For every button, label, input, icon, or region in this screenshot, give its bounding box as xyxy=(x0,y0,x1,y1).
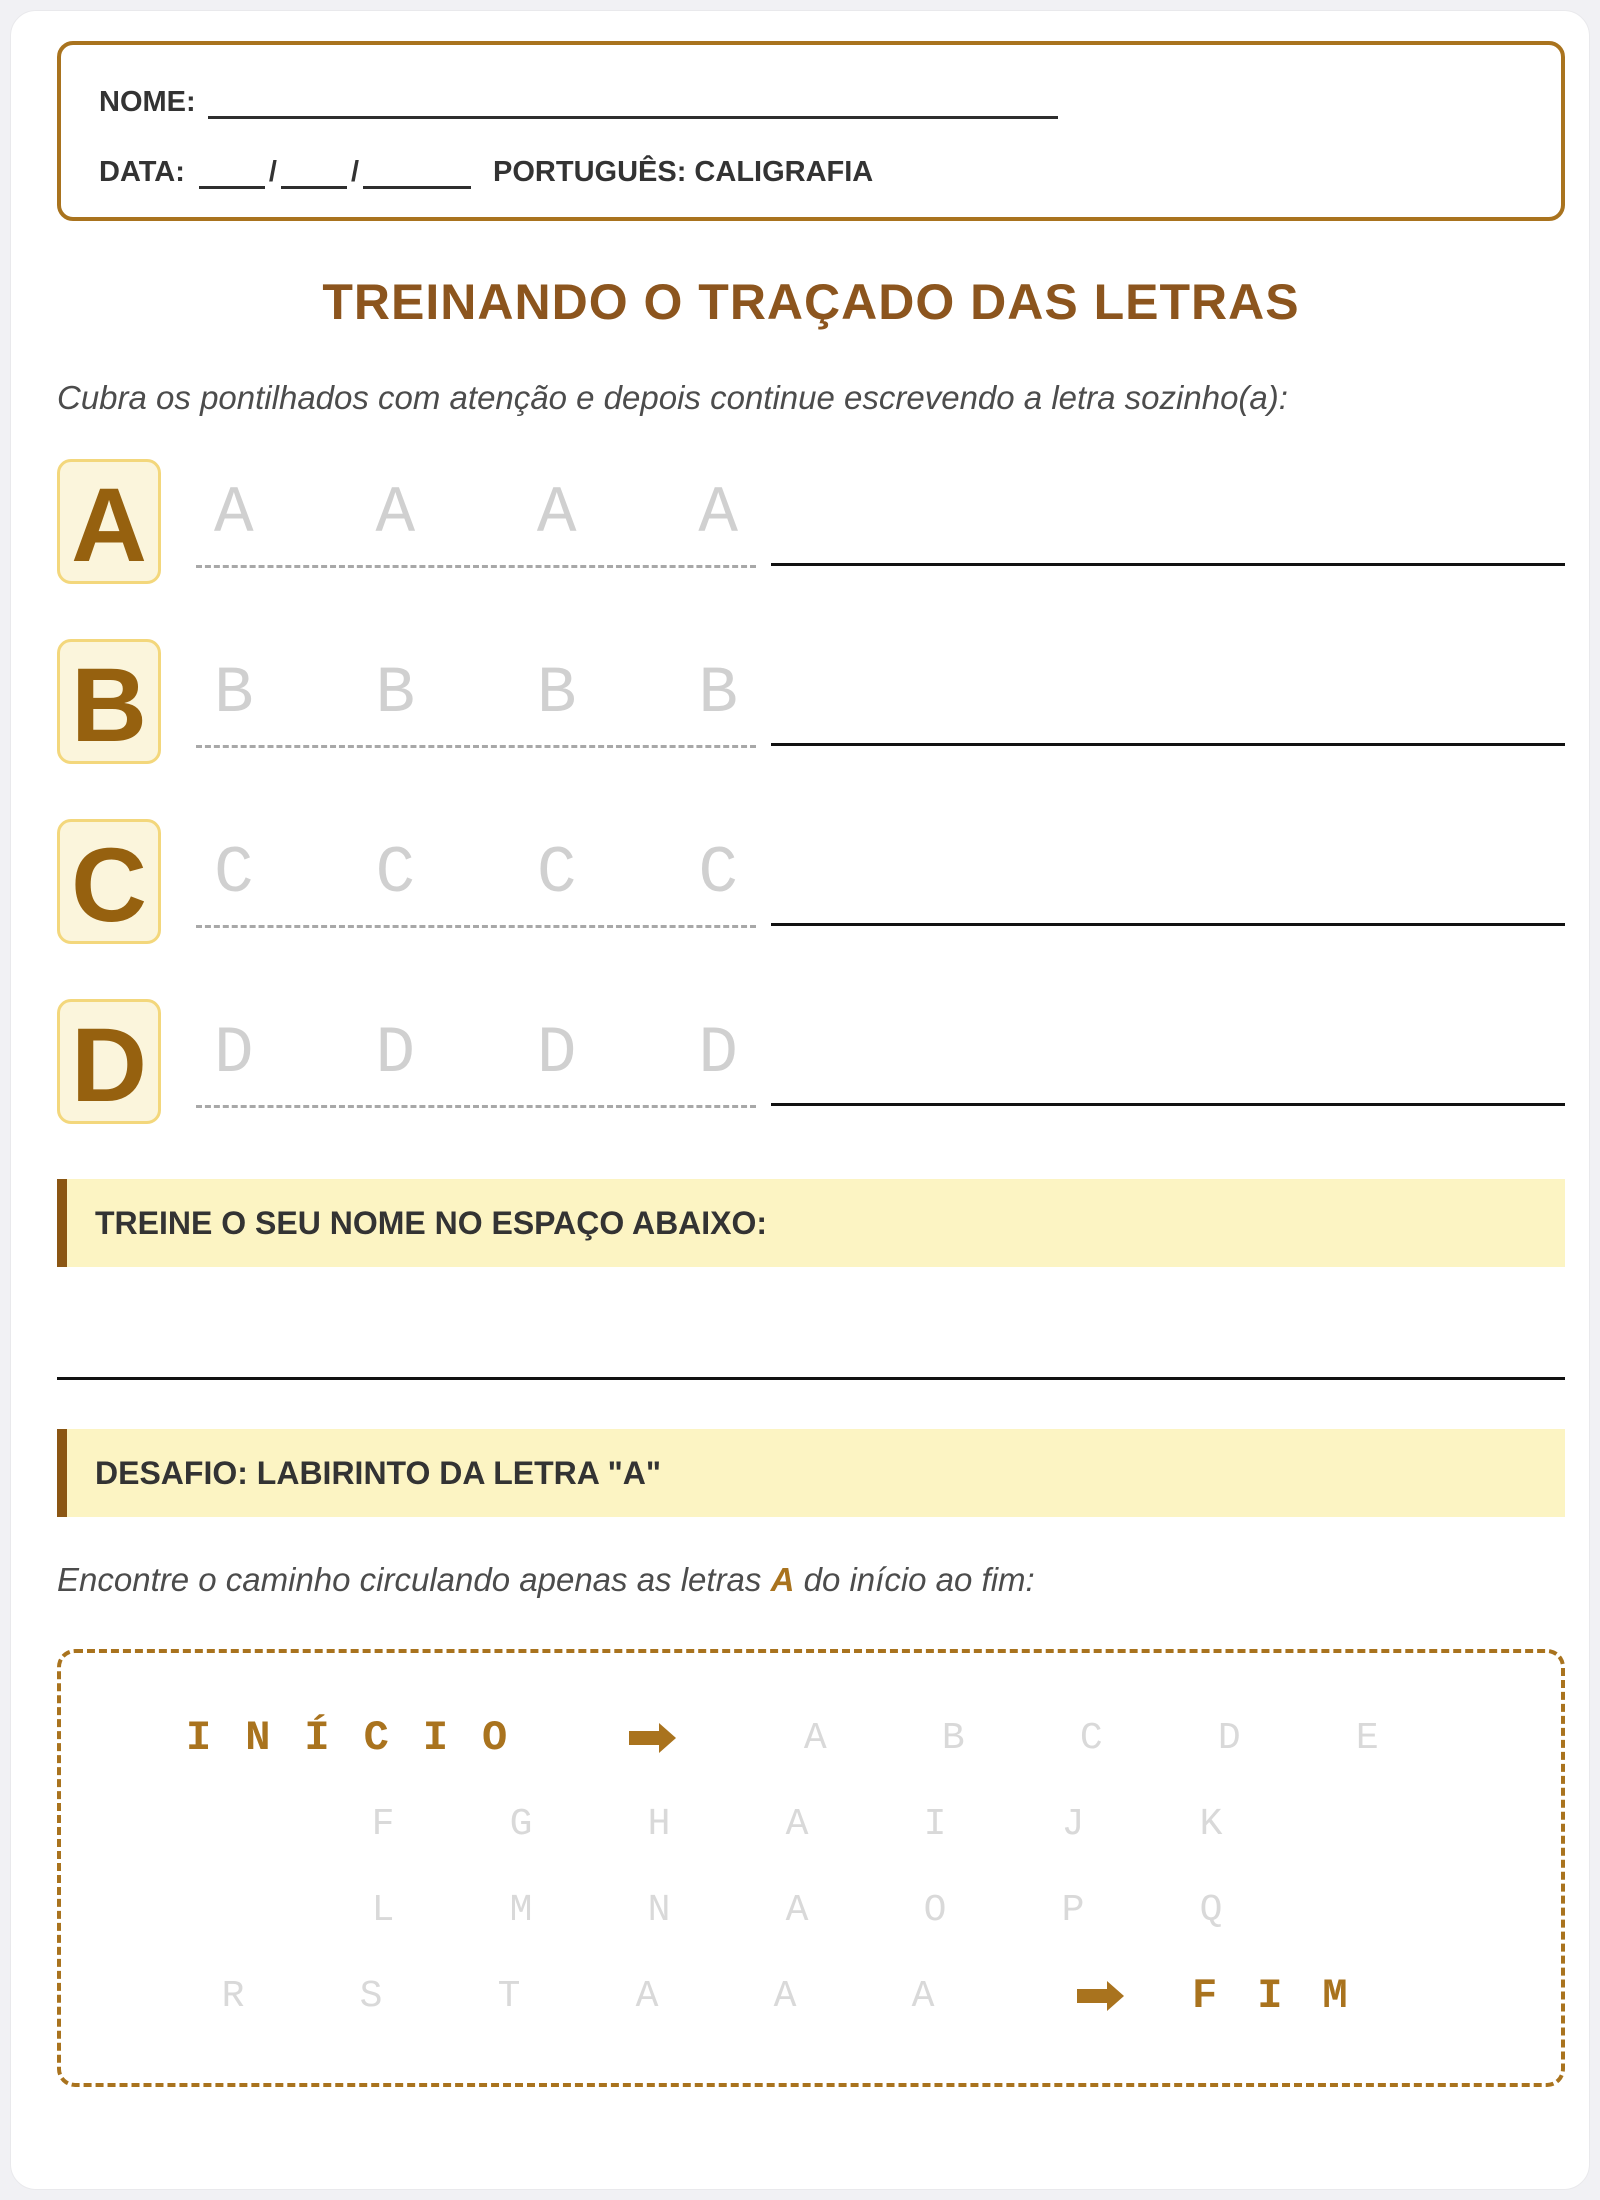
challenge-instruction-suffix: do início ao fim: xyxy=(794,1561,1035,1598)
letter-box xyxy=(57,459,161,584)
right-arrow-icon xyxy=(629,1731,659,1745)
name-writing-line xyxy=(57,1377,1565,1380)
maze-letter: N xyxy=(647,1888,671,1932)
maze-letter: G xyxy=(509,1802,533,1846)
trace-letter: B xyxy=(536,656,577,731)
maze-row-1 xyxy=(186,1695,1561,1781)
name-practice-heading-banner xyxy=(57,1179,1565,1267)
worksheet-content xyxy=(57,41,1565,2087)
maze-row-4 xyxy=(164,1953,1561,2039)
trace-letter: A xyxy=(214,476,254,551)
maze-letter: E xyxy=(1355,1716,1379,1760)
maze-letter: H xyxy=(647,1802,671,1846)
trace-letter: A xyxy=(536,476,577,551)
trace-guide-line xyxy=(196,565,756,568)
maze-letter: A xyxy=(785,1888,809,1932)
arrowslot-wrap xyxy=(992,1989,1192,2003)
letter-box xyxy=(57,999,161,1124)
trace-letters xyxy=(196,469,756,559)
letter-box xyxy=(57,639,161,764)
maze-end-label: FIM xyxy=(1192,1972,1388,2020)
trace-letter: D xyxy=(536,1016,577,1091)
trace-letters xyxy=(196,649,756,739)
practice-letter: B xyxy=(71,647,147,764)
letter-box xyxy=(57,819,161,944)
maze-letter: Q xyxy=(1199,1888,1223,1932)
maze-letter: R xyxy=(221,1974,245,2018)
maze-row-3 xyxy=(314,1867,1561,1953)
writing-line xyxy=(771,1103,1565,1106)
maze-letter: S xyxy=(359,1974,383,2018)
practice-row-d xyxy=(57,999,1565,1124)
maze-letter: A xyxy=(803,1716,827,1760)
writing-line xyxy=(771,923,1565,926)
date-separator: / xyxy=(350,156,360,188)
arrowslot-wrap xyxy=(541,1731,746,1745)
maze-letter: A xyxy=(785,1802,809,1846)
trace-letters xyxy=(196,829,756,919)
maze-letter: M xyxy=(509,1888,533,1932)
maze-letter: L xyxy=(371,1888,395,1932)
writing-line xyxy=(771,743,1565,746)
maze-letter: D xyxy=(1217,1716,1241,1760)
trace-letter: B xyxy=(375,656,416,731)
trace-letter: D xyxy=(698,1016,738,1091)
page-title: TREINANDO O TRAÇADO DAS LETRAS xyxy=(322,274,1300,330)
trace-letter: C xyxy=(698,836,738,911)
date-separator: / xyxy=(268,156,277,188)
worksheet-page xyxy=(10,10,1590,2190)
date-year-line xyxy=(363,155,471,189)
date-month-line xyxy=(281,155,347,189)
practice-letter: A xyxy=(71,467,147,584)
trace-letter: A xyxy=(698,476,738,551)
trace-letter: C xyxy=(375,836,416,911)
challenge-heading-banner xyxy=(57,1429,1565,1517)
trace-letter: D xyxy=(214,1016,254,1091)
maze-letter: T xyxy=(497,1974,521,2018)
maze-letter: A xyxy=(635,1974,659,2018)
trace-instruction: Cubra os pontilhados com atenção e depois continue escrevendo a letra sozinho(a): xyxy=(57,379,1288,416)
challenge-instruction xyxy=(57,1561,1565,1599)
trace-letter: B xyxy=(214,656,254,731)
maze-letter: O xyxy=(923,1888,947,1932)
name-row xyxy=(99,75,1523,119)
challenge-instruction-prefix: Encontre o caminho circulando apenas as letras xyxy=(57,1561,771,1598)
maze-letter: P xyxy=(1061,1888,1085,1932)
trace-guide-line xyxy=(196,925,756,928)
maze-letter: F xyxy=(371,1802,395,1846)
date-day-line xyxy=(199,155,265,189)
date-row xyxy=(99,145,1523,189)
subject-label: PORTUGUÊS: CALIGRAFIA xyxy=(493,156,874,188)
practice-row-b xyxy=(57,639,1565,764)
trace-letter: A xyxy=(375,476,416,551)
letter-maze xyxy=(57,1649,1565,2087)
trace-letters xyxy=(196,1009,756,1099)
maze-letter: K xyxy=(1199,1802,1223,1846)
challenge-instruction-highlight: A xyxy=(770,1561,795,1598)
practice-letter: C xyxy=(71,827,147,944)
trace-letter: D xyxy=(375,1016,416,1091)
trace-letter: C xyxy=(536,836,577,911)
name-practice-heading: TREINE O SEU NOME NO ESPAÇO ABAIXO: xyxy=(95,1204,768,1241)
maze-letter: C xyxy=(1079,1716,1103,1760)
student-info-box xyxy=(57,41,1565,221)
challenge-heading: DESAFIO: LABIRINTO DA LETRA "A" xyxy=(95,1454,662,1491)
maze-letter: A xyxy=(773,1974,797,2018)
practice-row-a xyxy=(57,459,1565,584)
writing-line xyxy=(771,563,1565,566)
name-label: NOME: xyxy=(99,86,196,118)
trace-guide-line xyxy=(196,745,756,748)
maze-row-2 xyxy=(314,1781,1561,1867)
name-input-line xyxy=(208,85,1058,119)
maze-letter: I xyxy=(923,1802,947,1846)
trace-letter: C xyxy=(214,836,254,911)
maze-letter: J xyxy=(1061,1802,1085,1846)
date-label: DATA: xyxy=(99,156,185,188)
right-arrow-icon xyxy=(1077,1989,1107,2003)
practice-row-c xyxy=(57,819,1565,944)
practice-letter: D xyxy=(71,1007,147,1124)
trace-letter: B xyxy=(698,656,738,731)
maze-start-label: INÍCIO xyxy=(186,1714,542,1762)
maze-letter: A xyxy=(911,1974,935,2018)
letter-practice-section xyxy=(57,459,1565,1124)
maze-letter: B xyxy=(941,1716,965,1760)
trace-guide-line xyxy=(196,1105,756,1108)
